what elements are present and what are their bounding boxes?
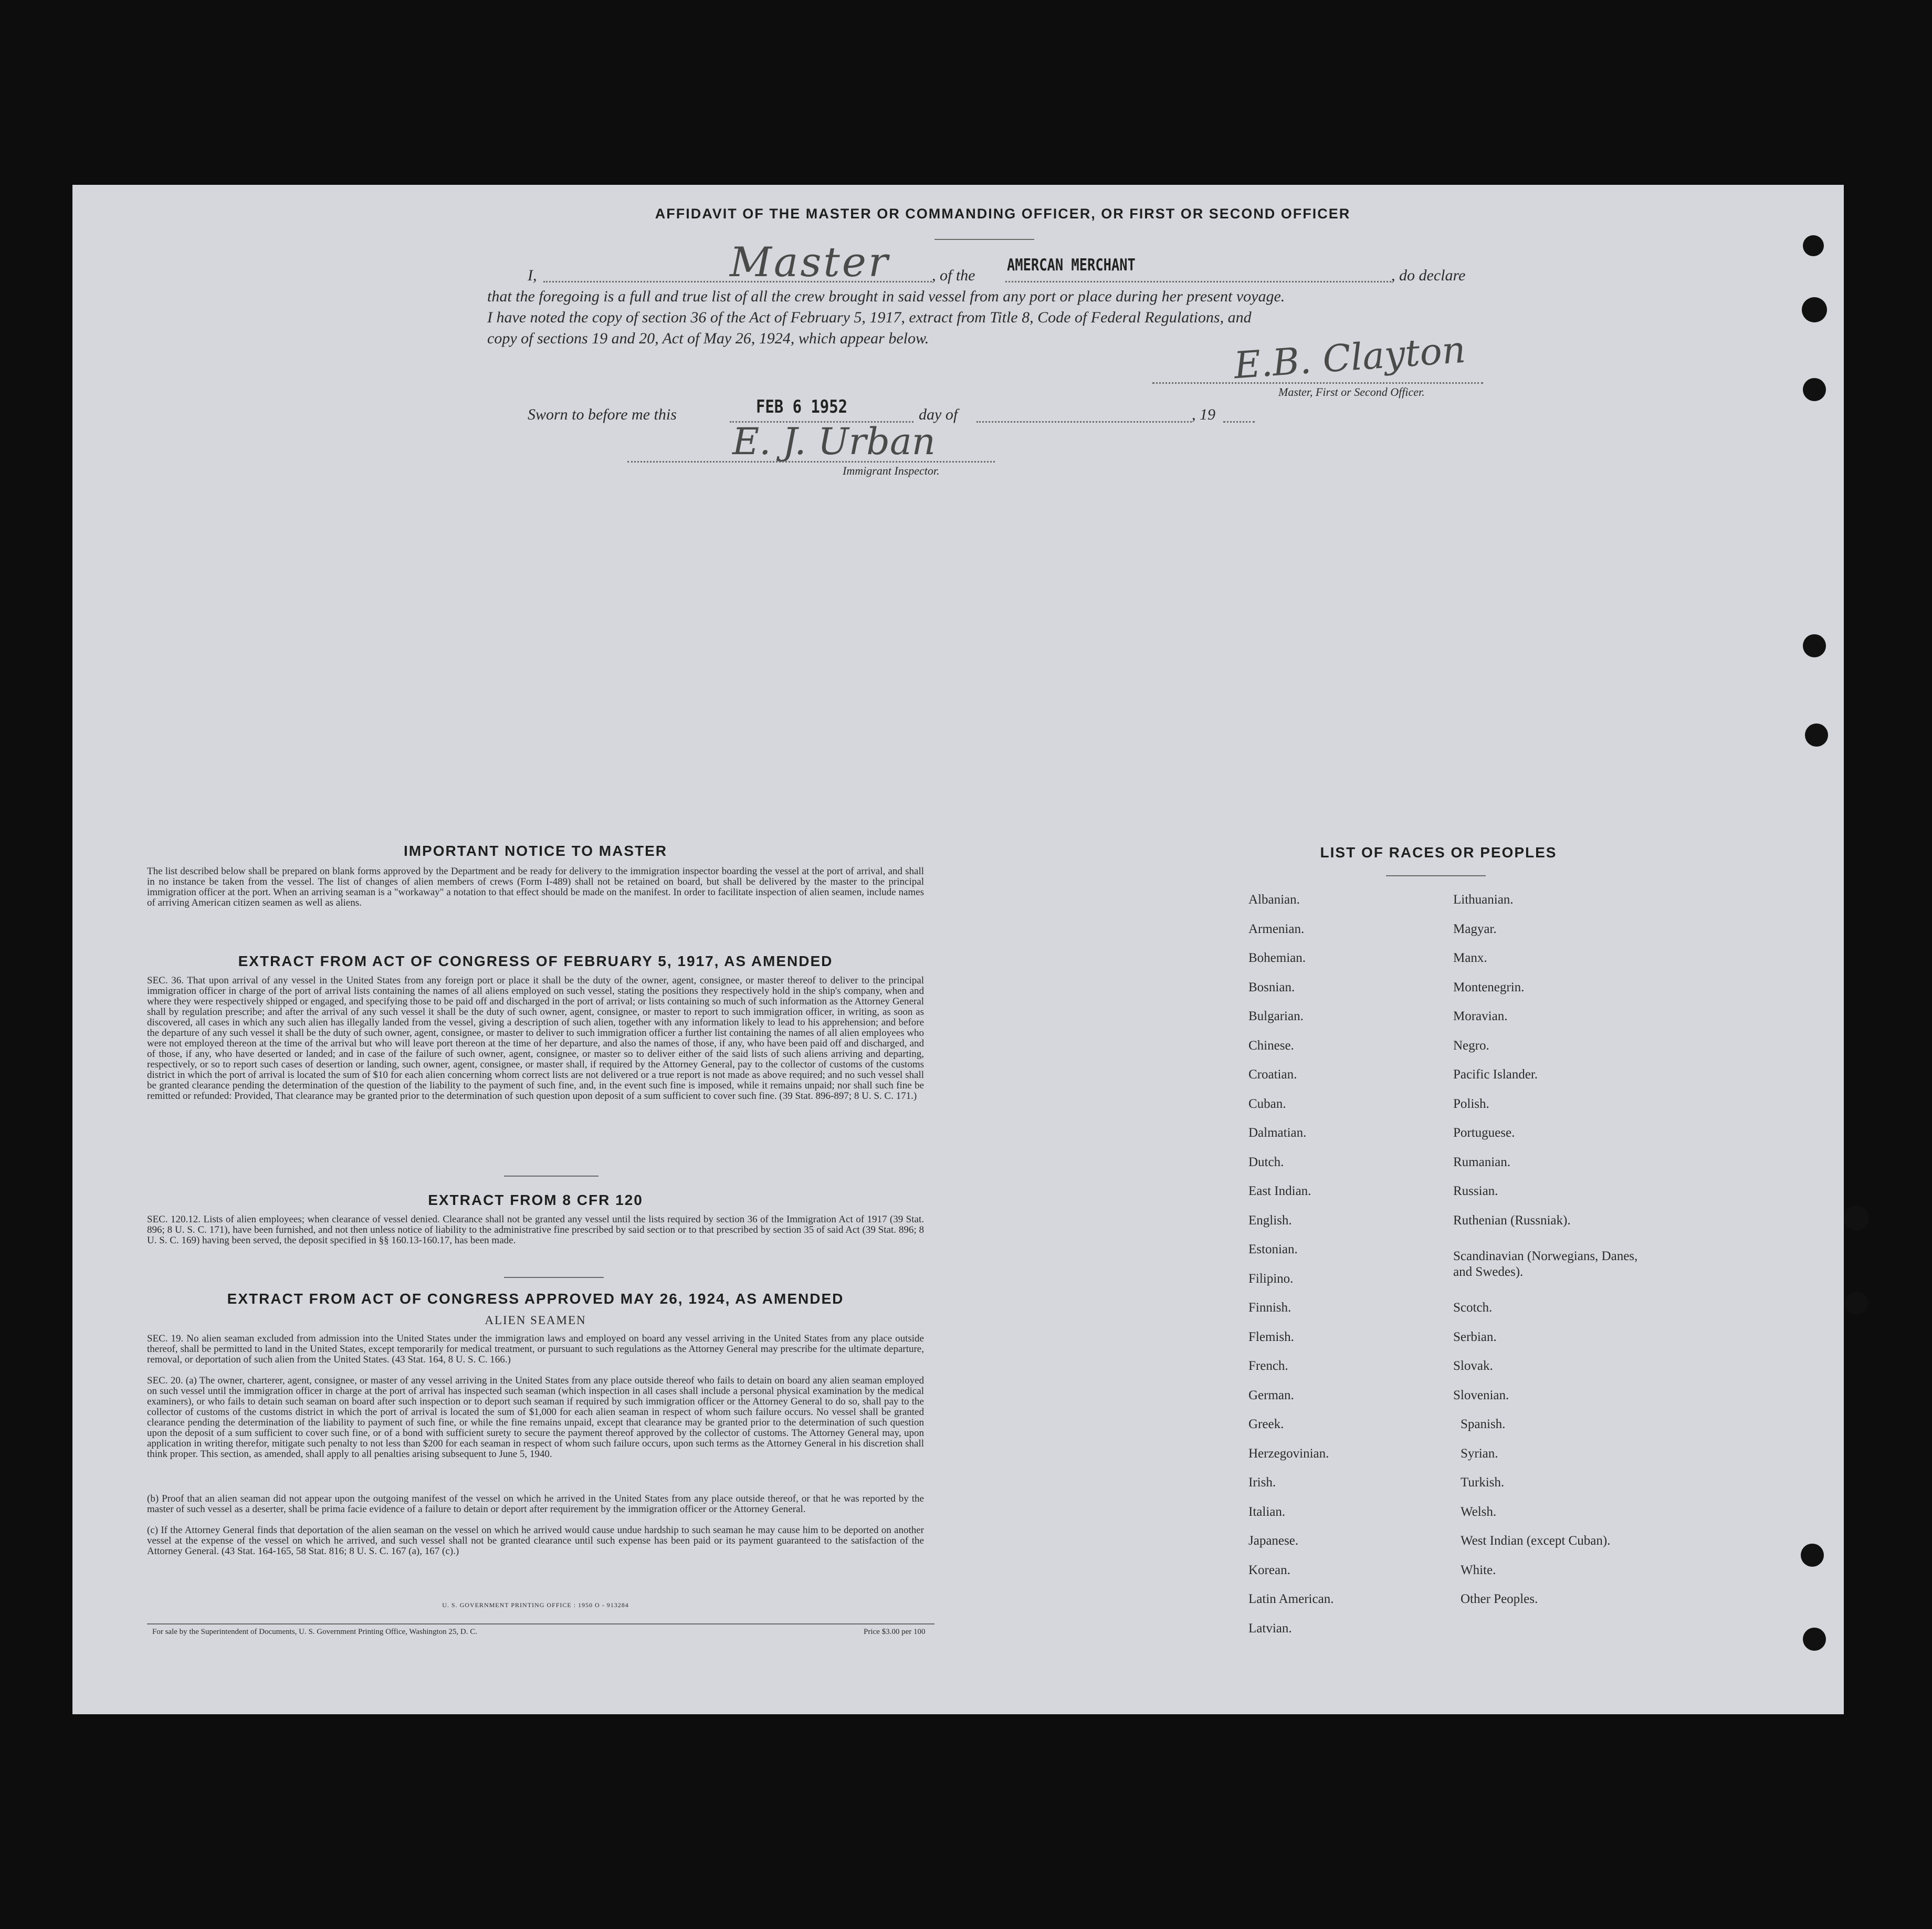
sec-20c-text: (c) If the Attorney General finds that deportation of the alien seaman on the vessel on which he arrived would cause undue hardship to such seaman he may cause him to be deported on another vessel at the expense of the vessel on which he arrived, and such vessel shall not be granted clearance until such expense has been paid or its payment guaranteed to the satisfaction of the Attorney General. (43 Stat. 164-165, 58 Stat. 816; 8 U. S. C. 167 (a), 167 (c).) xyxy=(147,1525,924,1557)
master-caption: Master, First or Second Officer. xyxy=(1278,385,1425,399)
gpo-imprint: U. S. GOVERNMENT PRINTING OFFICE : 1950 O - 913284 xyxy=(442,1601,629,1609)
race-item: East Indian. xyxy=(1248,1184,1311,1198)
divider xyxy=(504,1277,604,1278)
race-item: Slovak. xyxy=(1453,1359,1493,1373)
punch-hole xyxy=(1802,297,1827,322)
race-item: Serbian. xyxy=(1453,1330,1497,1344)
race-item: Scandinavian (Norwegians, Danes, and Swedes). xyxy=(1453,1249,1638,1279)
sec-20a-text: SEC. 20. (a) The owner, charterer, agent, consignee, or master of any vessel arriving in the United States from any place outside thereof who fails to detain on board any alien seaman employed on such vessel until the immigration officer in charge at the port of arrival has inspected such seaman (which inspection in all cases shall include a personal physical examination by the medical examiners), or who fails to detain such seaman on board after such inspection or to deport such seaman if required by such immigration officer or the Attorney General to do so, shall pay to the collector of customs of the customs district in which the port of arrival is located the sum of $1,000 for each alien seaman in respect of whom such failure occurs. No vessel shall be granted clearance pending the determination of the liability to payment of such fine, or while the fine remains unpaid, except that clearance may be granted prior to the determination of such question upon the deposit of a sum sufficient to cover such fine, or of a bond with sufficient surety to secure the payment thereof approved by the collector of customs. The Attorney General may, upon application in writing therefor, mitigate such penalty to not less than $200 for each seaman in respect of whom such failure occurs, upon such terms as the Attorney General in his discretion shall think proper. This section, as amended, shall apply to all penalties arising subsequent to June 5, 1940. xyxy=(147,1375,924,1460)
race-item: Greek. xyxy=(1248,1417,1284,1431)
extract-1924-title: EXTRACT FROM ACT OF CONGRESS APPROVED MAY 26, 1924, AS AMENDED xyxy=(227,1291,844,1307)
notice-text: The list described below shall be prepared on blank forms approved by the Department and be ready for delivery to the immigration inspector boarding the vessel at the port of arrival, and shall in no instance be taken from the vessel. The list of changes of alien members of crews (Form I-489) shall not be retained on board, but shall be delivered by the master to the principal immigration officer at the port. When an arriving seaman is a "workaway" a notation to that effect should be made on the manifest. In order to facilitate inspection of alien seamen, include names of arriving American citizen seamen as well as aliens. xyxy=(147,866,924,908)
race-item: Albanian. xyxy=(1248,893,1300,907)
year-prefix: , 19 xyxy=(1192,406,1215,423)
race-item: Flemish. xyxy=(1248,1330,1294,1344)
race-item: Latin American. xyxy=(1248,1592,1334,1606)
race-item: Herzegovinian. xyxy=(1248,1446,1329,1461)
sworn-date-stamp: FEB 6 1952 xyxy=(756,396,847,417)
extract-1917-text: SEC. 36. That upon arrival of any vessel in the United States from any foreign port or place it shall be the duty of the owner, agent, consignee, or master thereof to deliver to the principal immigration officer in charge of the port of arrival lists containing the names of all aliens employed on such vessel, stating the positions they respectively hold in the ship's company, when and where they were respectively shipped or engaged, and specifying those to be paid off and discharged in the port of arrival; or lists containing so much of such information as the Attorney General shall by regulation prescribe; and after the arrival of any such vessel it shall be the duty of such owner, agent, consignee, or master to report to such immigration officer, in writing, as soon as discovered, all cases in which any such alien has illegally landed from the vessel, giving a description of such alien, together with any information likely to lead to his apprehension; and before the departure of any such vessel it shall be the duty of such owner, agent, consignee, or master to deliver to such immigration officer a further list containing the names of all alien employees who were not employed thereon at the time of the arrival but who will leave port thereon at the time of her departure, and also the names of those, if any, who have been paid off and discharged, and of those, if any, who have deserted or landed; and in case of the failure of such owner, agent, consignee, or master so to deliver either of the said lists of such aliens arriving and departing, respectively, or so to report such cases of desertion or landing, such owner, agent, consignee, or master shall, if required by the Attorney General, pay to the collector of customs of the customs district in which the port of arrival is located the sum of $10 for each alien concerning whom correct lists are not delivered or a true report is not made as above required; and no such vessel shall be granted clearance pending the determination of the question of the liability to the payment of such fine, and, in the event such fine is imposed, while it remains unpaid; nor shall such fine be remitted or refunded: Provided, That clearance may be granted prior to the determination of such question upon deposit of a sum sufficient to cover such fine. (39 Stat. 896-897; 8 U. S. C. 171.) xyxy=(147,975,924,1102)
do-declare-label: , do declare xyxy=(1391,267,1466,284)
cfr-title: EXTRACT FROM 8 CFR 120 xyxy=(428,1192,643,1208)
race-item: Portuguese. xyxy=(1453,1126,1515,1140)
master-handwritten: Master xyxy=(730,239,890,286)
affidavit-body-line-1: that the foregoing is a full and true list of all the crew brought in said vessel from any port or place during her present voyage. xyxy=(487,288,1285,305)
day-of-label: day of xyxy=(919,406,958,423)
vessel-line xyxy=(1005,281,1391,282)
race-item: Finnish. xyxy=(1248,1301,1292,1315)
race-item: Bosnian. xyxy=(1248,980,1295,994)
sec-20b-text: (b) Proof that an alien seaman did not appear upon the outgoing manifest of the vessel on which he arrived in the United States from any place outside thereof, or that he was reported by the master of such vessel as a deserter, shall be prima facie evidence of a failure to detain or deport after requirement by the immigration officer or the Attorney General. xyxy=(147,1493,924,1515)
race-item: Cuban. xyxy=(1248,1097,1286,1111)
punch-hole xyxy=(1844,1205,1869,1231)
race-item: Negro. xyxy=(1453,1039,1489,1053)
affidavit-body-line-3: copy of sections 19 and 20, Act of May 26, 1924, which appear below. xyxy=(487,330,929,347)
race-item: Japanese. xyxy=(1248,1534,1299,1548)
punch-hole xyxy=(1803,1628,1826,1651)
inspector-signature: E. J. Urban xyxy=(732,420,936,463)
race-item: Dutch. xyxy=(1248,1155,1284,1169)
race-item: Russian. xyxy=(1453,1184,1498,1198)
race-item: Moravian. xyxy=(1453,1009,1508,1023)
race-item: Irish. xyxy=(1248,1475,1276,1490)
footer-rule xyxy=(147,1623,934,1624)
race-item: Filipino. xyxy=(1248,1272,1294,1286)
race-item: Bulgarian. xyxy=(1248,1009,1304,1023)
inspector-signature-line xyxy=(627,461,995,463)
race-item: Lithuanian. xyxy=(1453,893,1514,907)
affidavit-i-label: I, xyxy=(528,267,537,284)
race-item: Dalmatian. xyxy=(1248,1126,1307,1140)
alien-seamen-subtitle: ALIEN SEAMEN xyxy=(485,1314,586,1327)
race-item: Korean. xyxy=(1248,1563,1290,1577)
race-item: White. xyxy=(1461,1563,1496,1577)
punch-hole xyxy=(1845,1292,1868,1315)
race-item: Pacific Islander. xyxy=(1453,1067,1538,1082)
race-item: Estonian. xyxy=(1248,1242,1298,1256)
document-page xyxy=(72,185,1844,1714)
race-item: Chinese. xyxy=(1248,1039,1294,1053)
race-item: French. xyxy=(1248,1359,1288,1373)
month-line xyxy=(976,421,1192,423)
race-item: English. xyxy=(1248,1213,1292,1228)
race-item: Slovenian. xyxy=(1453,1388,1509,1402)
punch-hole xyxy=(1801,1544,1824,1567)
for-sale-note: For sale by the Superintendent of Documents, U. S. Government Printing Office, Washington 25, D. C. xyxy=(152,1628,477,1636)
races-title: LIST OF RACES OR PEOPLES xyxy=(1320,844,1557,861)
race-item: Ruthenian (Russniak). xyxy=(1453,1213,1571,1228)
race-item: Italian. xyxy=(1248,1505,1286,1519)
affidavit-body-line-2: I have noted the copy of section 36 of the Act of February 5, 1917, extract from Title 8, Code of Federal Regulations, and xyxy=(487,309,1252,326)
race-item: German. xyxy=(1248,1388,1294,1402)
race-item: Welsh. xyxy=(1461,1505,1497,1519)
sworn-label: Sworn to before me this xyxy=(528,406,677,423)
race-item: Syrian. xyxy=(1461,1446,1498,1461)
race-item: West Indian (except Cuban). xyxy=(1461,1534,1611,1548)
race-item: Croatian. xyxy=(1248,1067,1297,1082)
extract-1917-title: EXTRACT FROM ACT OF CONGRESS OF FEBRUARY 5, 1917, AS AMENDED xyxy=(238,953,833,969)
race-item: Scotch. xyxy=(1453,1301,1493,1315)
master-signature: E.B. Clayton xyxy=(1232,328,1467,387)
race-item: Latvian. xyxy=(1248,1621,1292,1636)
race-item: Rumanian. xyxy=(1453,1155,1511,1169)
race-item: Armenian. xyxy=(1248,922,1305,936)
race-item: Spanish. xyxy=(1461,1417,1506,1431)
vessel-name-stamp: AMERCAN MERCHANT xyxy=(1007,256,1136,275)
race-item: Bohemian. xyxy=(1248,951,1306,965)
price-note: Price $3.00 per 100 xyxy=(864,1628,926,1636)
master-signature-line xyxy=(1152,382,1483,384)
punch-hole xyxy=(1803,378,1826,401)
notice-title: IMPORTANT NOTICE TO MASTER xyxy=(403,843,668,859)
divider xyxy=(504,1176,598,1177)
race-item: Montenegrin. xyxy=(1453,980,1525,994)
punch-hole xyxy=(1805,724,1828,747)
punch-hole xyxy=(1803,235,1824,256)
races-title-underline xyxy=(1386,875,1486,876)
punch-hole xyxy=(1803,634,1826,657)
race-item: Magyar. xyxy=(1453,922,1497,936)
race-item: Polish. xyxy=(1453,1097,1489,1111)
race-item: Turkish. xyxy=(1461,1475,1505,1490)
inspector-caption: Immigrant Inspector. xyxy=(843,464,940,477)
race-item: Manx. xyxy=(1453,951,1487,965)
of-the-label: , of the xyxy=(932,267,975,284)
year-line xyxy=(1223,421,1255,423)
affidavit-title: AFFIDAVIT OF THE MASTER OR COMMANDING OFFICER, OR FIRST OR SECOND OFFICER xyxy=(655,206,1351,222)
sec-19-text: SEC. 19. No alien seaman excluded from admission into the United States under the immigration laws and employed on board any vessel arriving in the United States from any place outside thereof, shall be permitted to land in the United States, except temporarily for medical treatment, or pursuant to such regulations as the Attorney General may prescribe for the ultimate departure, removal, or deportation of such alien from the United States. (43 Stat. 164, 8 U. S. C. 166.) xyxy=(147,1333,924,1365)
race-item: Other Peoples. xyxy=(1461,1592,1538,1606)
title-underline xyxy=(934,239,1034,240)
cfr-text: SEC. 120.12. Lists of alien employees; when clearance of vessel denied. Clearance shall not be granted any vessel until the lists required by section 36 of the Immigration Act of 1917 (39 Stat. 896; 8 U. S. C. 171), have been furnished, and not then unless notice of liability to the administrative fine prescribed by said section or to that prescribed by section 35 of said Act (39 Stat. 896; 8 U. S. C. 169) having been served, the deposit specified in §§ 160.13-160.17, has been made. xyxy=(147,1214,924,1246)
